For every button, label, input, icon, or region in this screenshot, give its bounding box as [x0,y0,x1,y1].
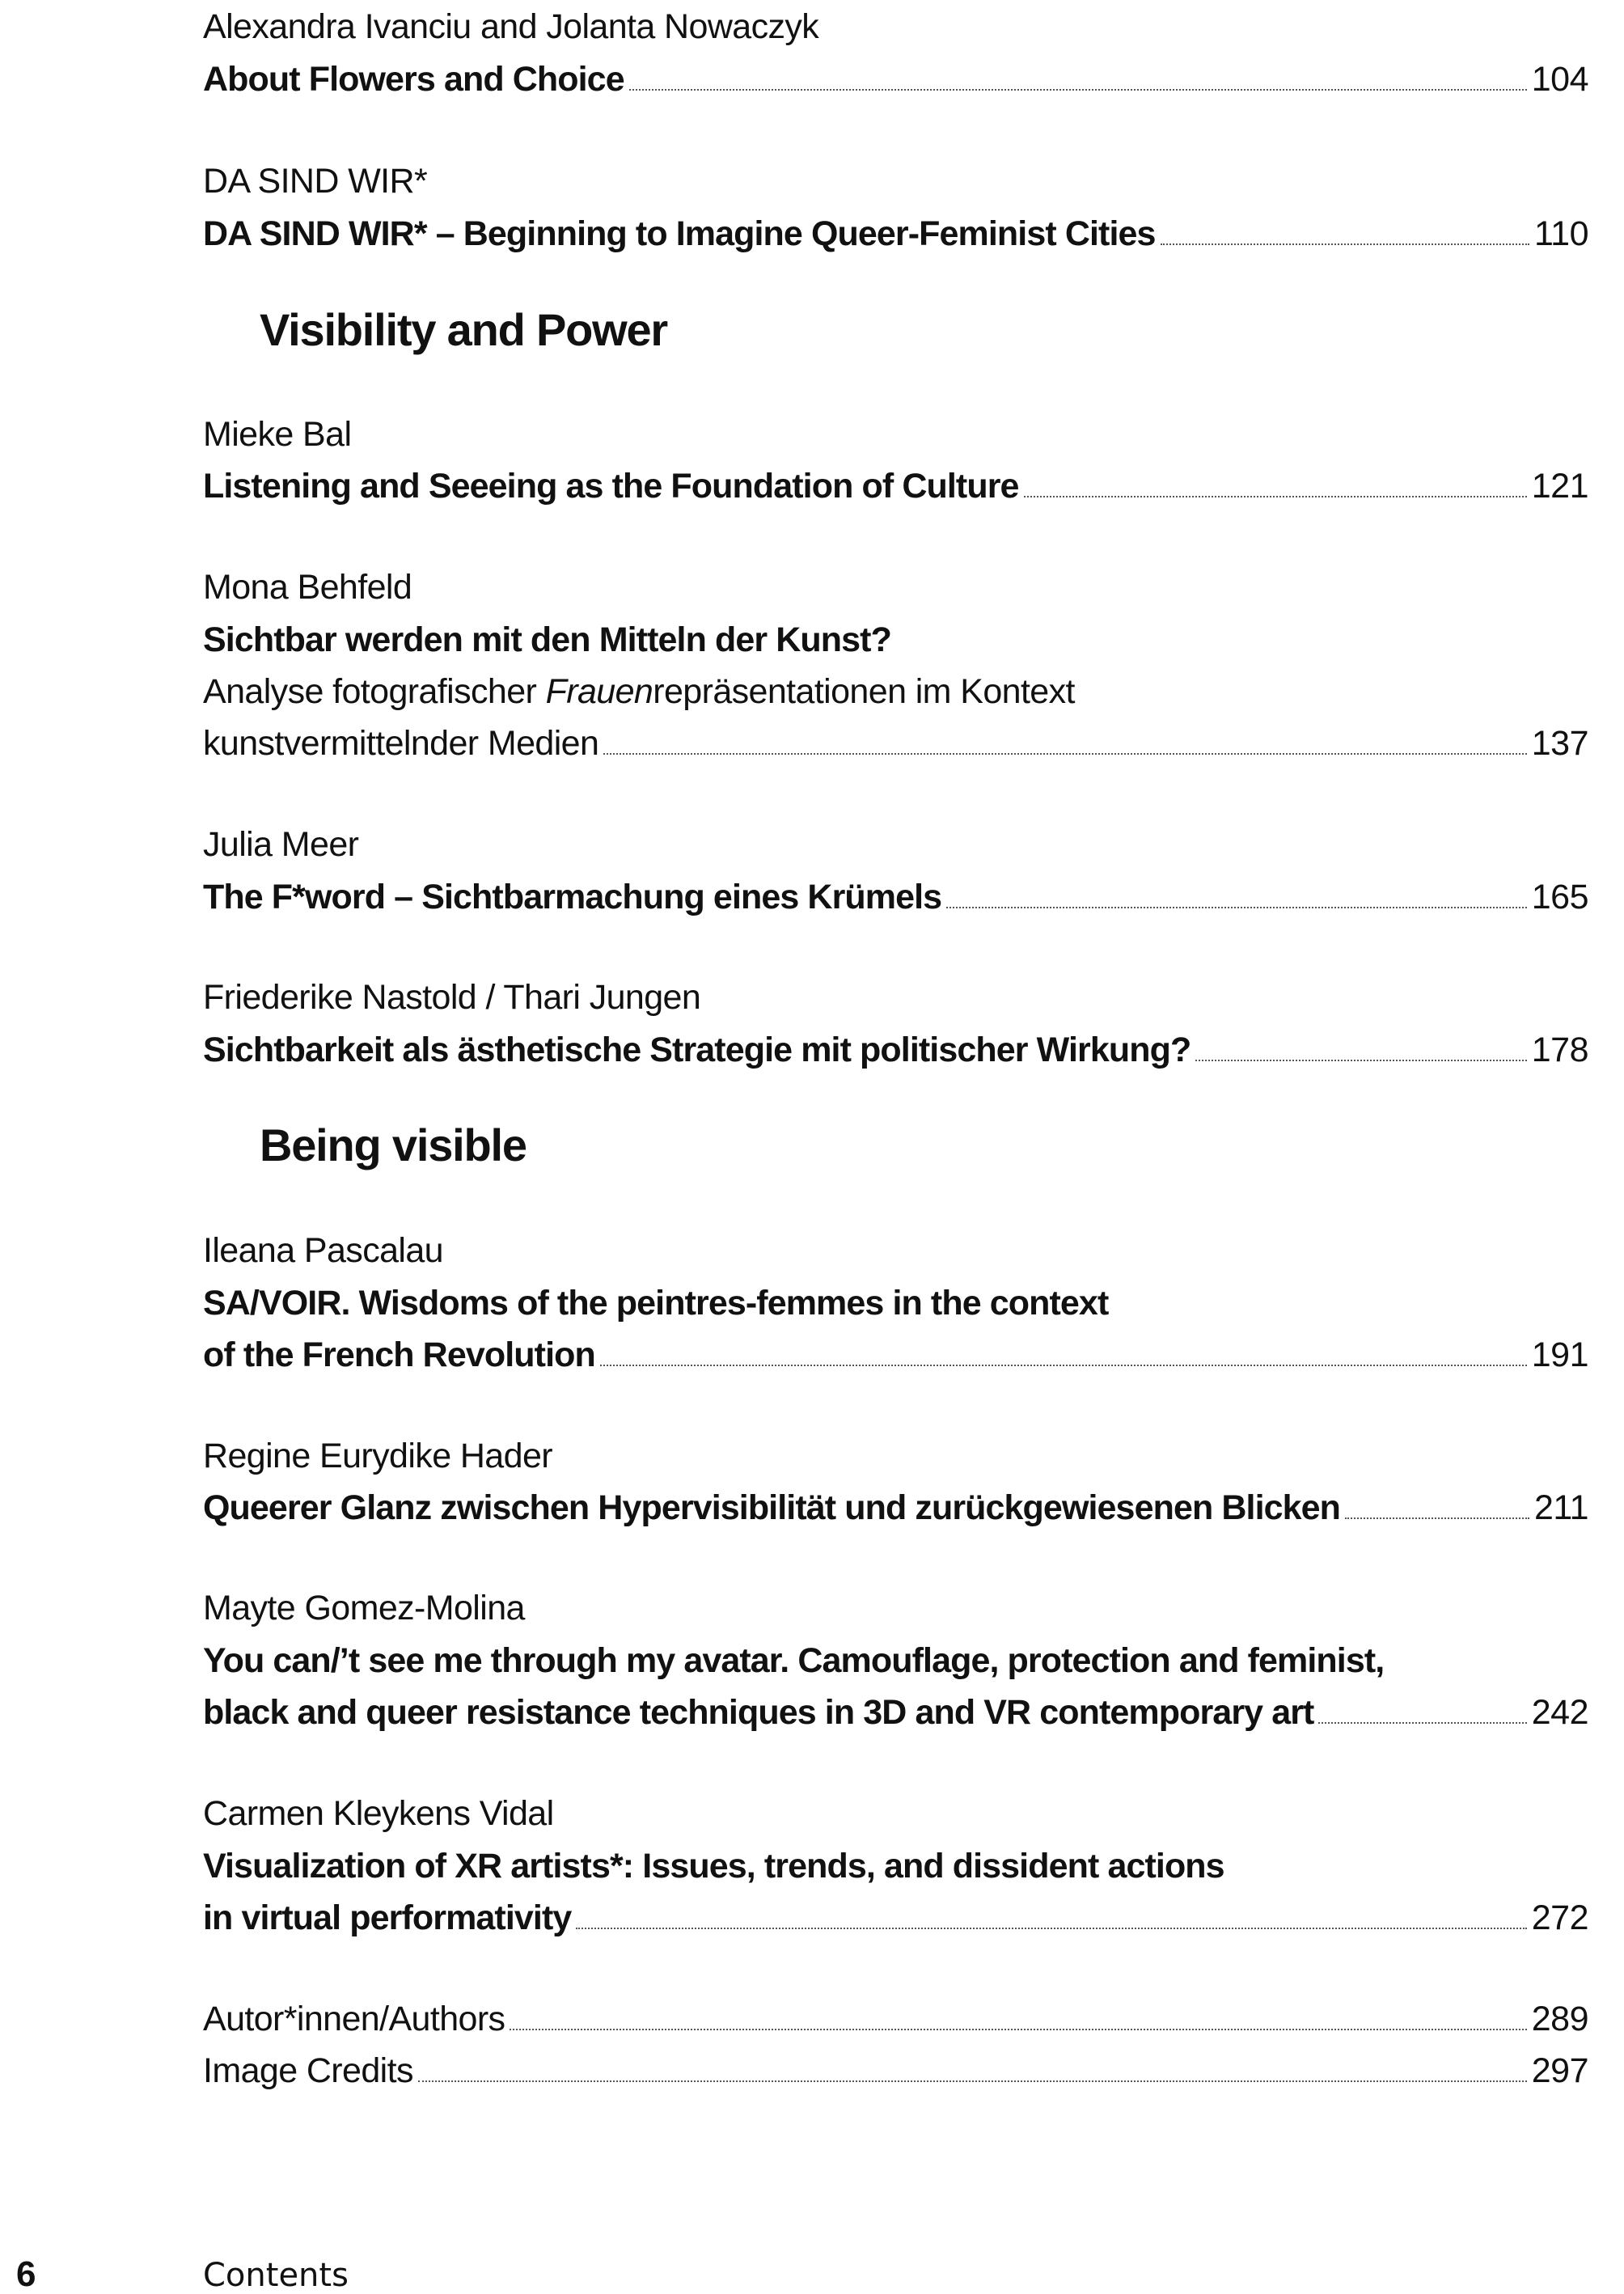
entry-author: Mona Behfeld [203,568,412,607]
dot-leader [1345,1517,1529,1519]
dot-leader [1024,496,1527,497]
toc-backmatter-authors[interactable] [203,2002,1588,2037]
dot-leader [946,907,1527,908]
dot-leader [1318,1722,1526,1724]
entry-title: Queerer Glanz zwischen Hypervisibilität und zurückgewiesenen Blicken [203,1488,1341,1527]
dot-leader [510,2029,1526,2030]
dot-leader [1161,243,1529,245]
entry-page-number: 272 [1531,1898,1588,1937]
entry-title: of the French Revolution [203,1335,595,1374]
entry-author: Carmen Kleykens Vidal [203,1794,554,1833]
toc-entry-link[interactable] [203,1695,1588,1730]
toc-entry-link[interactable] [203,1898,1588,1937]
entry-author: Mieke Bal [203,415,352,454]
entry-author: Regine Eurydike Hader [203,1437,552,1475]
entry-title: Listening and Seeeing as the Foundation of Culture [203,467,1019,506]
entry-page-number: 165 [1531,878,1588,916]
entry-title: black and queer resistance techniques in 3D and VR contemporary art [203,1693,1314,1732]
entry-title: in virtual performativity [203,1898,572,1937]
entry-page-number: 211 [1533,1488,1588,1527]
dot-leader [576,1928,1526,1929]
entry-subtitle [203,672,1588,711]
toc-entry-link[interactable] [203,1335,1588,1374]
dot-leader [603,753,1526,755]
dot-leader [1195,1060,1526,1061]
entry-page-number: 178 [1531,1031,1588,1069]
entry-author: Julia Meer [203,825,359,864]
entry-title: DA SIND WIR* – Beginning to Imagine Queer-Feminist Cities [203,214,1156,253]
entry-title: The F*word – Sichtbarmachung eines Krümels [203,878,942,916]
section-heading: Being visible [260,1119,527,1170]
entry-author: Friederike Nastold / Thari Jungen [203,978,701,1017]
section-heading: Visibility and Power [260,304,668,355]
toc-entry-link[interactable] [203,62,1588,97]
entry-subtitle: kunstvermittelnder Medien [203,724,599,763]
backmatter-label: Image Credits [203,2051,413,2090]
toc-entry-link[interactable] [203,1033,1588,1068]
toc-entry-link[interactable] [203,880,1588,915]
entry-author: Alexandra Ivanciu and Jolanta Nowaczyk [203,7,819,46]
entry-page-number: 191 [1531,1335,1588,1374]
subtitle-text: Analyse fotografischer [203,672,546,711]
entry-title: Sichtbarkeit als ästhetische Strategie mit politischer Wirkung? [203,1031,1191,1069]
subtitle-emphasis: Frauen [545,672,653,711]
entry-page-number: 110 [1533,214,1588,253]
entry-title: Visualization of XR artists*: Issues, trends, and dissident actions [203,1847,1224,1886]
toc-entry-link[interactable] [203,469,1588,504]
toc-backmatter-image-credits[interactable] [203,2051,1588,2090]
entry-page-number: 137 [1531,724,1588,763]
entry-page-number: 121 [1531,467,1588,506]
backmatter-label: Autor*innen/Authors [203,2000,505,2038]
toc-entry-link[interactable] [203,214,1588,253]
toc-entry-link[interactable] [203,726,1588,761]
entry-title: About Flowers and Choice [203,60,624,99]
entry-page-number: 297 [1531,2051,1588,2090]
dot-leader [418,2080,1527,2082]
entry-author: DA SIND WIR* [203,162,428,201]
dot-leader [600,1365,1527,1366]
entry-title: Sichtbar werden mit den Mitteln der Kunst? [203,620,891,659]
dot-leader [629,89,1527,91]
entry-title: SA/VOIR. Wisdoms of the peintres-femmes in the context [203,1284,1109,1323]
folio-page-number: 6 [16,2254,36,2294]
entry-page-number: 289 [1531,2000,1588,2038]
toc-entry-link[interactable] [203,1488,1588,1527]
entry-author: Ileana Pascalau [203,1231,443,1270]
running-footer-label: Contents [203,2257,349,2294]
entry-page-number: 242 [1531,1693,1588,1732]
entry-page-number: 104 [1531,60,1588,99]
entry-title: You can/’t see me through my avatar. Camouflage, protection and feminist, [203,1641,1385,1680]
entry-author: Mayte Gomez-Molina [203,1589,525,1627]
subtitle-text: repräsentationen im Kontext [653,672,1075,711]
